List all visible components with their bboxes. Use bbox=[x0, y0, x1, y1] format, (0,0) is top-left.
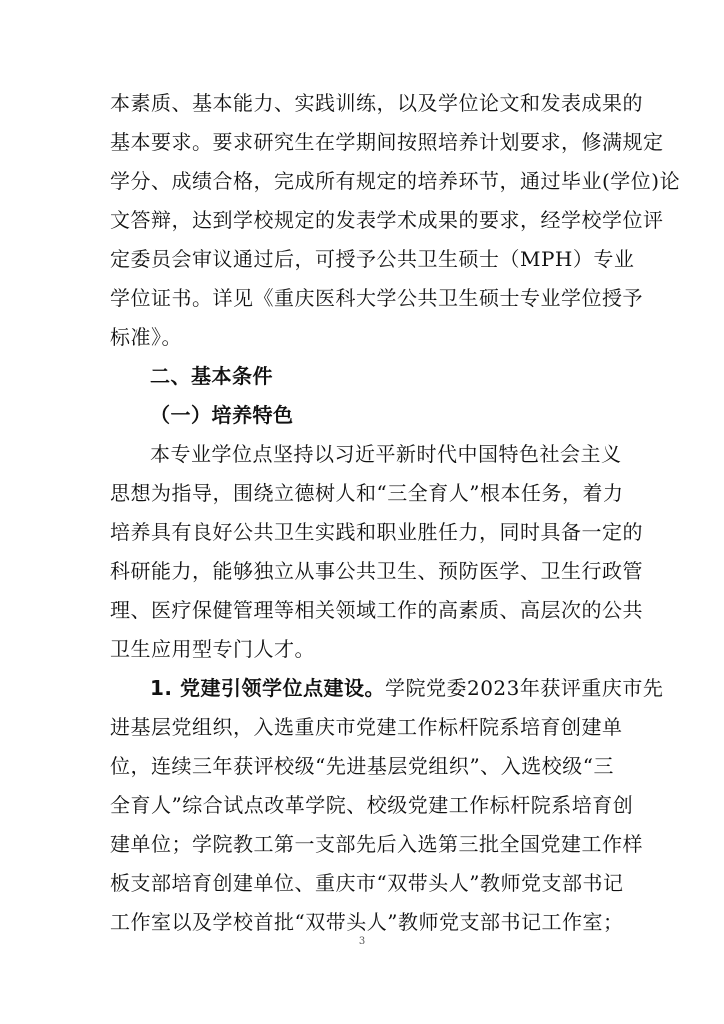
paragraph-line: 板支部培育创建单位、重庆市“双带头人”教师党支部书记 bbox=[110, 871, 624, 895]
paragraph-line: 本专业学位点坚持以习近平新时代中国特色社会主义 bbox=[150, 442, 622, 466]
paragraph-line: 位，连续三年获评校级“先进基层党组织”、入选校级“三 bbox=[110, 754, 614, 778]
paragraph-line: 文答辩，达到学校规定的发表学术成果的要求，经学校学位评 bbox=[110, 208, 664, 232]
paragraph-line: 本素质、基本能力、实践训练，以及学位论文和发表成果的 bbox=[110, 91, 643, 115]
paragraph-line: 标准》。 bbox=[110, 325, 182, 349]
subsection-heading: （一）培养特色 bbox=[150, 403, 294, 427]
paragraph-line: 卫生应用型专门人才。 bbox=[110, 637, 315, 661]
paragraph-line: 工作室以及学校首批“双带头人”教师党支部书记工作室； bbox=[110, 910, 624, 934]
lead-continuation: 学院党委2023年获评重庆市先 bbox=[384, 676, 664, 700]
paragraph-line: 理、医疗保健管理等相关领域工作的高素质、高层次的公共 bbox=[110, 598, 643, 622]
bold-lead: 1. 党建引领学位点建设。 bbox=[150, 676, 385, 700]
paragraph-line: 学分、成绩合格，完成所有规定的培养环节，通过毕业(学位)论 bbox=[110, 169, 681, 193]
paragraph-line: 进基层党组织，入选重庆市党建工作标杆院系培育创建单 bbox=[110, 715, 623, 739]
paragraph-line: 科研能力，能够独立从事公共卫生、预防医学、卫生行政管 bbox=[110, 559, 643, 583]
paragraph-line: 定委员会审议通过后，可授予公共卫生硕士（MPH）专业 bbox=[110, 247, 635, 271]
paragraph-line: 思想为指导，围绕立德树人和“三全育人”根本任务，着力 bbox=[110, 481, 624, 505]
paragraph-line bbox=[150, 673, 664, 703]
paragraph-line: 基本要求。要求研究生在学期间按照培养计划要求，修满规定 bbox=[110, 130, 664, 154]
paragraph-line: 全育人”综合试点改革学院、校级党建工作标杆院系培育创 bbox=[110, 793, 634, 817]
paragraph-line: 学位证书。详见《重庆医科大学公共卫生硕士专业学位授予 bbox=[110, 286, 643, 310]
section-heading: 二、基本条件 bbox=[150, 364, 273, 388]
paragraph-line: 培养具有良好公共卫生实践和职业胜任力，同时具备一定的 bbox=[110, 520, 643, 544]
paragraph-line: 建单位；学院教工第一支部先后入选第三批全国党建工作样 bbox=[110, 832, 643, 856]
page-number: 3 bbox=[358, 936, 366, 947]
